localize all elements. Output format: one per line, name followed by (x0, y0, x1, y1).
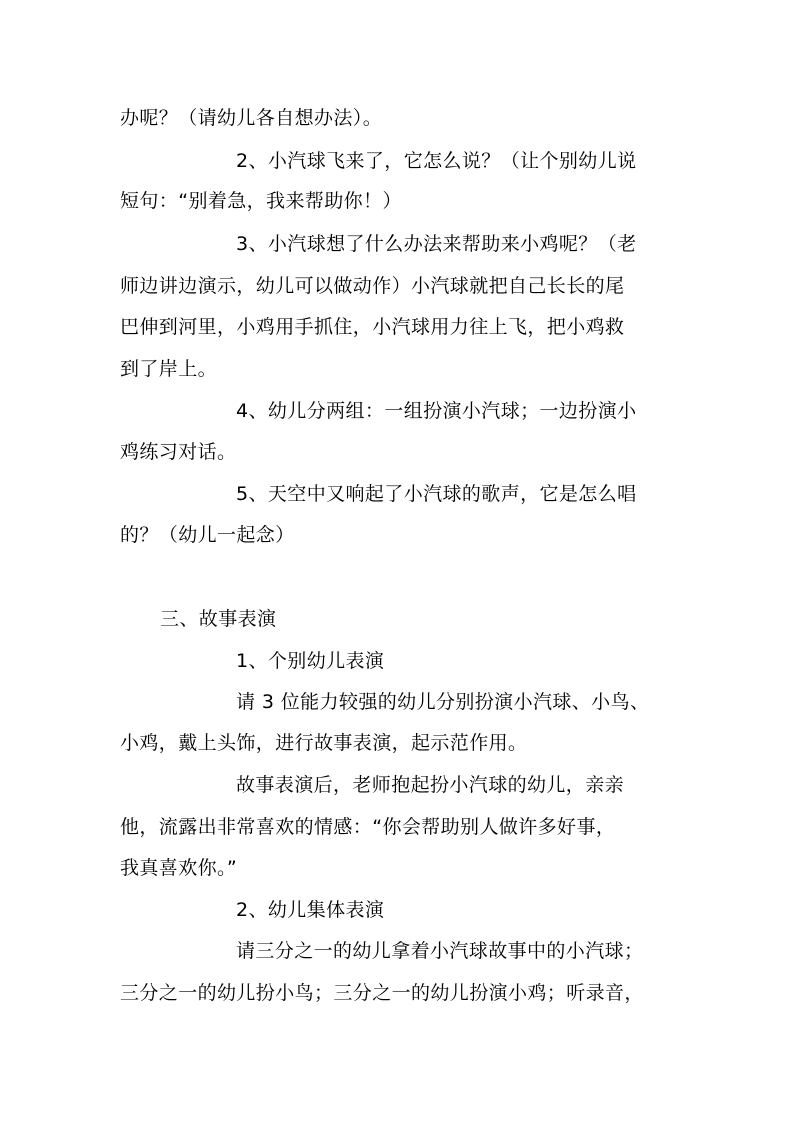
text-line-3: 短句：“别着急，我来帮助你！） (120, 190, 402, 212)
text-line-17: 他，流露出非常喜欢的情感：“你会帮助别人做许多好事， (120, 816, 616, 838)
text-line-6: 巴伸到河里，小鸡用手抓住，小汽球用力往上飞，把小鸡救 (120, 316, 625, 338)
text-line-14: 请 3 位能力较强的幼儿分别扮演小汽球、小鸟、 (236, 691, 650, 713)
text-line-1: 办呢？（请幼儿各自想办法）。 (120, 107, 383, 129)
text-line-9: 鸡练习对话。 (120, 441, 237, 463)
subheading-individual-performance: 1、个别幼儿表演 (236, 650, 385, 672)
section-heading-story-performance: 三、故事表演 (160, 608, 277, 630)
text-line-11: 的？（幼儿一起念） (120, 524, 295, 546)
text-line-5: 师边讲边演示，幼儿可以做动作）小汽球就把自己长长的尾 (120, 275, 625, 297)
text-line-15: 小鸡，戴上头饰，进行故事表演，起示范作用。 (120, 732, 528, 754)
subheading-group-performance: 2、幼儿集体表演 (236, 899, 385, 921)
text-line-10: 5、天空中又响起了小汽球的歌声，它是怎么唱 (236, 483, 637, 505)
text-line-8: 4、幼儿分两组：一组扮演小汽球；一边扮演小 (236, 400, 637, 422)
text-line-16: 故事表演后，老师抱起扮小汽球的幼儿，亲亲 (236, 774, 625, 796)
text-line-21: 三分之一的幼儿扮小鸟；三分之一的幼儿扮演小鸡；听录音， (120, 982, 644, 1004)
text-line-20: 请三分之一的幼儿拿着小汽球故事中的小汽球； (236, 940, 644, 962)
text-line-7: 到了岸上。 (120, 358, 218, 380)
text-line-2: 2、小汽球飞来了，它怎么说？（让个别幼儿说 (236, 150, 637, 172)
text-line-18: 我真喜欢你。” (120, 857, 238, 879)
text-line-4: 3、小汽球想了什么办法来帮助来小鸡呢？（老 (236, 233, 637, 255)
